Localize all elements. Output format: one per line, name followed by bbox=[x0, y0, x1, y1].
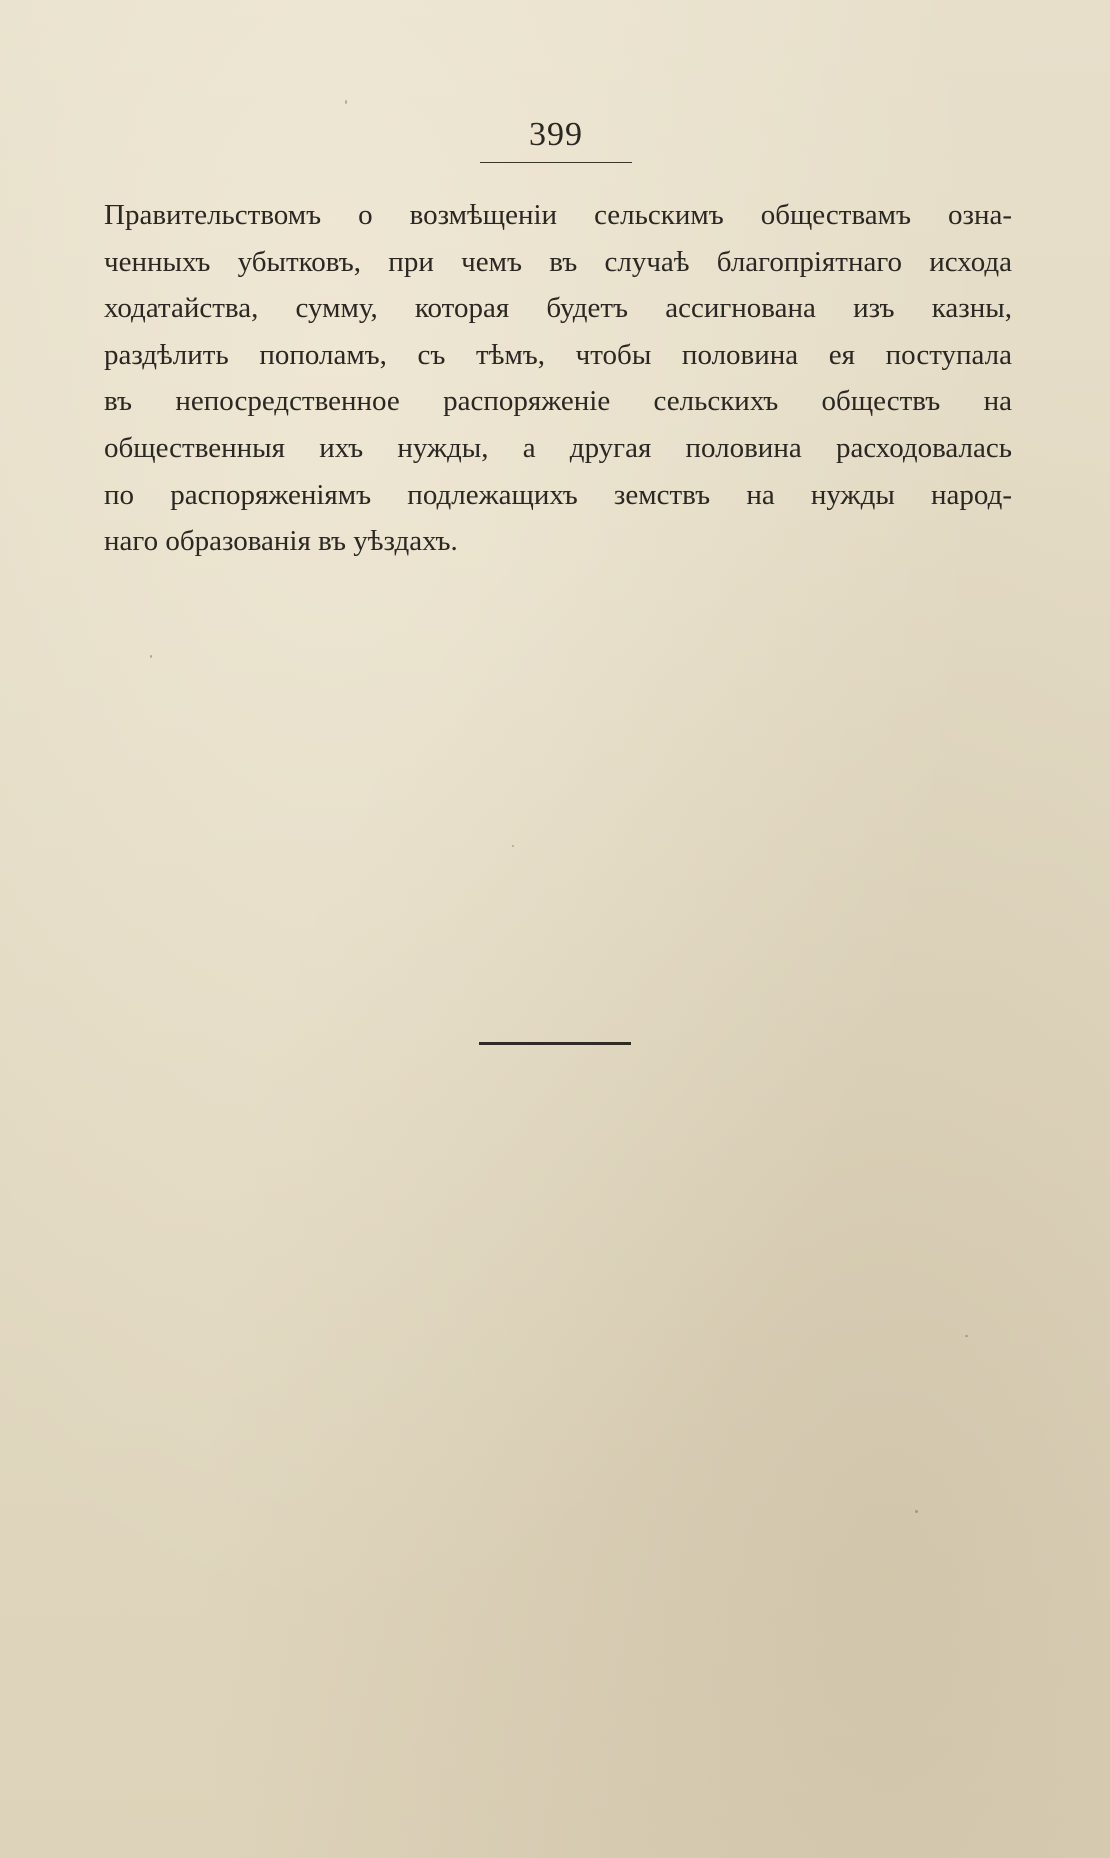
paragraph-line: раздѣлить пополамъ, съ тѣмъ, чтобы половина ея поступала bbox=[104, 338, 1012, 371]
paper-speck bbox=[915, 1510, 918, 1513]
paper-speck bbox=[512, 845, 514, 847]
paragraph-line: общественныя ихъ нужды, а другая половина расходовалась bbox=[104, 431, 1012, 464]
section-end-rule bbox=[479, 1042, 631, 1045]
body-paragraph bbox=[104, 192, 1012, 565]
paragraph-line: Правительствомъ о возмѣщеніи сельскимъ обществамъ озна- bbox=[104, 199, 1012, 231]
page-number-rule bbox=[480, 162, 632, 163]
paper-speck bbox=[965, 1335, 968, 1337]
paragraph-line: по распоряженіямъ подлежащихъ земствъ на нужды народ- bbox=[104, 478, 1012, 511]
paragraph-line: ченныхъ убытковъ, при чемъ въ случаѣ благопріятнаго исхода bbox=[104, 245, 1012, 278]
paragraph-line: въ непосредственное распоряженіе сельскихъ обществъ на bbox=[104, 385, 1012, 418]
paragraph-line: ходатайства, сумму, которая будетъ ассигнована изъ казны, bbox=[104, 292, 1012, 325]
paper-speck bbox=[345, 100, 347, 104]
page-number: 399 bbox=[529, 116, 583, 153]
paragraph-line: наго образованія въ уѣздахъ. bbox=[104, 525, 458, 558]
paper-speck bbox=[150, 655, 152, 658]
